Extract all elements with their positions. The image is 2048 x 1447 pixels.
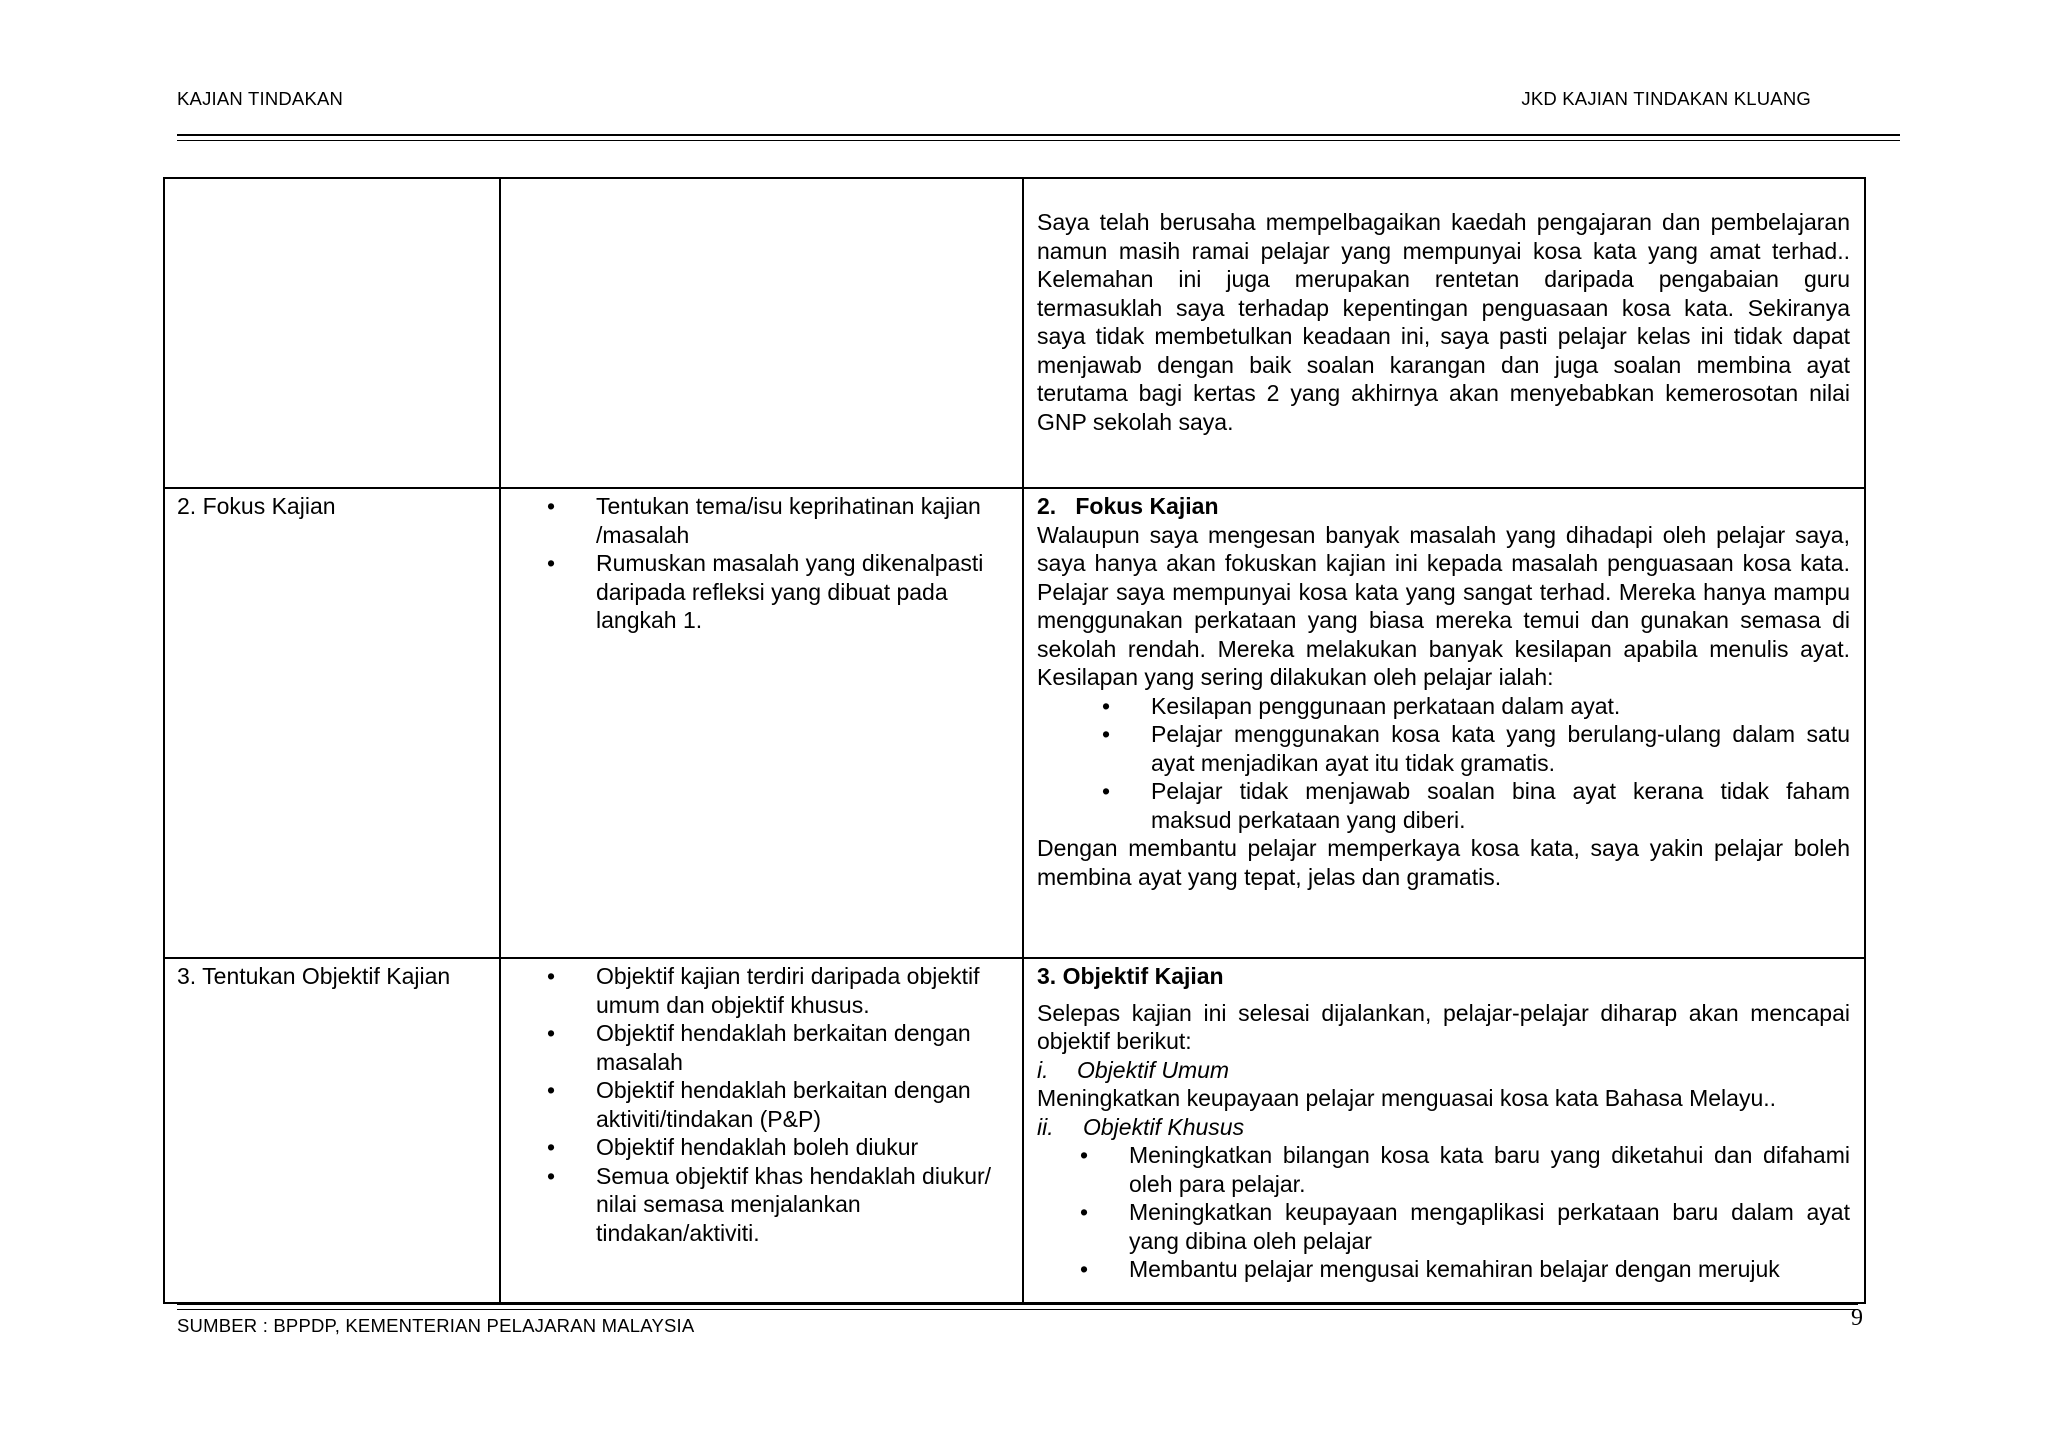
list-item: • Pelajar menggunakan kosa kata yang berulang-ulang dalam satu ayat menjadikan ayat itu tidak gramatis. <box>1102 720 1850 777</box>
section-heading: 2. Fokus Kajian <box>1037 493 1219 519</box>
table-row <box>164 488 1865 958</box>
focus-intro-paragraph: Walaupun saya mengesan banyak masalah yang dihadapi oleh pelajar saya, saya hanya akan fokuskan kajian ini kepada masalah penguasaan kosa kata. Pelajar saya mempunyai kosa kata yang sangat terhad. Mereka hanya mampu menggunakan perkataan yang biasa mereka temui dan gunakan semasa di sekolah rendah. Mereka melakukan banyak kesilapan apabila menulis ayat. Kesilapan yang sering dilakukan oleh pelajar ialah: <box>1037 521 1850 690</box>
list-item: • Objektif hendaklah berkaitan dengan masalah <box>547 1019 1006 1076</box>
row1-body-cell <box>1023 178 1865 488</box>
list-item: • Semua objektif khas hendaklah diukur/ nilai semasa menjalankan tindakan/aktiviti. <box>547 1162 1006 1248</box>
specific-objective-heading <box>1037 1113 1850 1142</box>
list-item: • Rumuskan masalah yang dikenalpasti daripada refleksi yang dibuat pada langkah 1. <box>547 549 1006 635</box>
row2-label-cell <box>164 488 500 958</box>
objective-intro-paragraph: Selepas kajian ini selesai dijalankan, pelajar-pelajar diharap akan mencapai objektif berikut: <box>1037 999 1850 1054</box>
header-rule <box>177 134 1900 136</box>
table-row <box>164 958 1865 1303</box>
specific-objective-label: Objektif Khusus <box>1083 1113 1245 1140</box>
list-item: • Meningkatkan bilangan kosa kata baru yang diketahui dan difahami oleh para pelajar. <box>1080 1141 1850 1198</box>
step-label: 2. Fokus Kajian <box>177 493 336 519</box>
row3-guide-cell <box>500 958 1023 1303</box>
row1-guide-cell <box>500 178 1023 488</box>
general-objective-text: Meningkatkan keupayaan pelajar menguasai kosa kata Bahasa Melayu.. <box>1037 1085 1777 1111</box>
footer-source: SUMBER : BPPDP, KEMENTERIAN PELAJARAN MALAYSIA <box>177 1315 695 1336</box>
row2-body-cell <box>1023 488 1865 958</box>
list-item: • Kesilapan penggunaan perkataan dalam ayat. <box>1102 692 1850 721</box>
footer-rule-thin <box>177 1309 1858 1310</box>
row3-label-cell <box>164 958 500 1303</box>
general-objective-label: Objektif Umum <box>1077 1056 1230 1083</box>
row2-guide-cell <box>500 488 1023 958</box>
focus-closing-paragraph: Dengan membantu pelajar memperkaya kosa kata, saya yakin pelajar boleh membina ayat yang tepat, jelas dan gramatis. <box>1037 835 1850 890</box>
footer-rule <box>177 1303 1858 1305</box>
list-item: • Meningkatkan keupayaan mengaplikasi perkataan baru dalam ayat yang dibina oleh pelajar <box>1080 1198 1850 1255</box>
header-left-title: KAJIAN TINDAKAN <box>177 88 344 109</box>
error-list <box>1037 692 1850 835</box>
section-heading: 3. Objektif Kajian <box>1037 963 1224 989</box>
roman-numeral: i. <box>1037 1056 1049 1083</box>
roman-numeral: ii. <box>1037 1113 1054 1140</box>
list-item: • Membantu pelajar mengusai kemahiran belajar dengan merujuk <box>1080 1255 1850 1284</box>
list-item: • Tentukan tema/isu keprihatinan kajian /masalah <box>547 492 1006 549</box>
step-label: 3. Tentukan Objektif Kajian <box>177 963 451 989</box>
research-table <box>163 177 1866 1304</box>
header-rule-thin <box>177 140 1900 141</box>
header-right-title: JKD KAJIAN TINDAKAN KLUANG <box>1521 88 1811 109</box>
guide-list <box>547 962 1006 1247</box>
guide-list <box>547 492 1006 635</box>
row1-label-cell <box>164 178 500 488</box>
row3-body-cell <box>1023 958 1865 1303</box>
list-item: • Objektif hendaklah boleh diukur <box>547 1133 1006 1162</box>
table-row <box>164 178 1865 488</box>
page-number: 9 <box>1851 1305 1863 1331</box>
general-objective-heading <box>1037 1056 1850 1085</box>
specific-objective-list <box>1037 1141 1850 1284</box>
reflection-paragraph: Saya telah berusaha mempelbagaikan kaedah pengajaran dan pembelajaran namun masih ramai pelajar yang mempunyai kosa kata yang amat terhad.. Kelemahan ini juga merupakan rentetan daripada pengabaian guru termasuklah saya terhadap kepentingan penguasaan kosa kata. Sekiranya saya tidak membetulkan keadaan ini, saya pasti pelajar kelas ini tidak dapat menjawab dengan baik soalan karangan dan juga soalan membina ayat terutama bagi kertas 2 yang akhirnya akan menyebabkan kemerosotan nilai GNP sekolah saya. <box>1037 209 1850 435</box>
list-item: • Objektif hendaklah berkaitan dengan aktiviti/tindakan (P&P) <box>547 1076 1006 1133</box>
list-item: • Pelajar tidak menjawab soalan bina ayat kerana tidak faham maksud perkataan yang diberi. <box>1102 777 1850 834</box>
list-item: • Objektif kajian terdiri daripada objektif umum dan objektif khusus. <box>547 962 1006 1019</box>
